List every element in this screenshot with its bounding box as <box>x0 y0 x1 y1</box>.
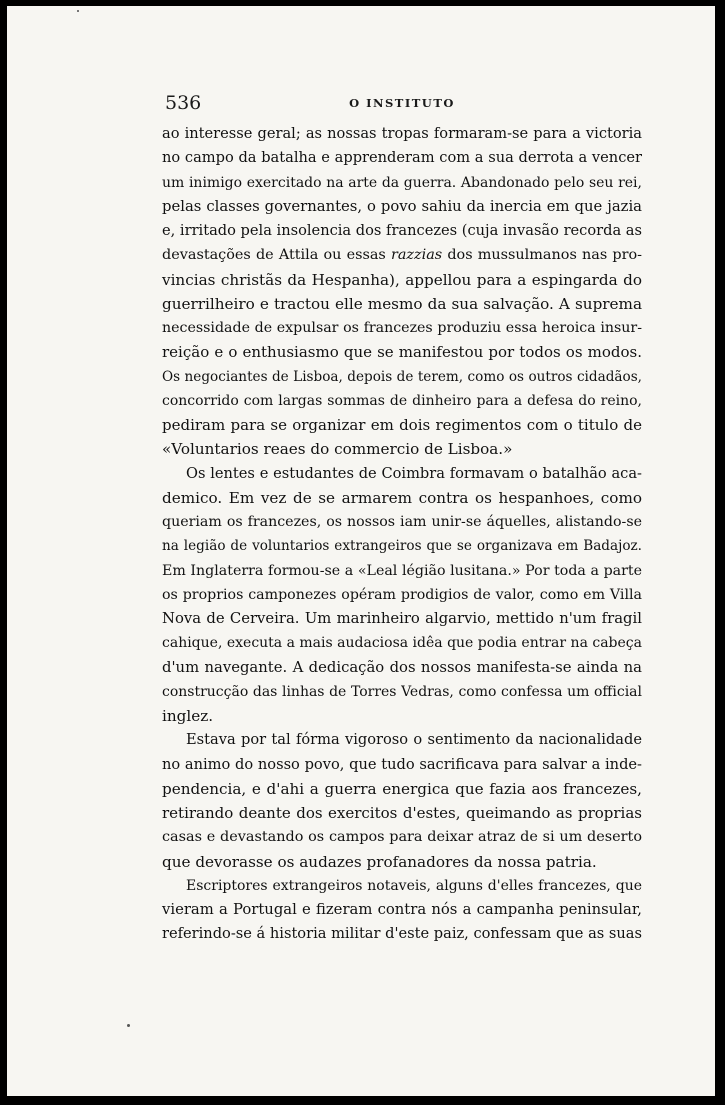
text-line: Nova de Cerveira. Um marinheiro algarvio, mettido n'um fragil <box>162 610 642 627</box>
text-line: queriam os francezes, os nossos iam unir-se áquelles, alistando-se <box>162 514 642 530</box>
text-line: construcção das linhas de Torres Vedras, como confessa um official <box>162 683 642 700</box>
text-line: casas e devastando os campos para deixar atraz de si um deserto <box>162 829 642 846</box>
text-line: Escriptores extrangeiros notaveis, alguns d'elles francezes, que <box>186 877 642 894</box>
text-line: no campo da batalha e apprenderam com a sua derrota a vencer <box>162 149 642 167</box>
text-line: retirando deante dos exercitos d'estes, queimando as proprias <box>162 804 642 822</box>
text-line: referindo-se á historia militar d'este paiz, confessam que as suas <box>162 925 642 943</box>
body-text <box>162 122 642 947</box>
text-line: necessidade de expulsar os francezes produziu essa heroica insur- <box>162 320 642 336</box>
text-line: Em Inglaterra formou-se a «Leal légião lusitana.» Por toda a parte <box>162 562 642 579</box>
text-line: guerrilheiro e tractou elle mesmo da sua salvação. A suprema <box>162 294 642 313</box>
text-line: na legião de voluntarios extrangeiros que se organizava em Badajoz. <box>162 538 642 555</box>
text-line: «Voluntarios reaes do commercio de Lisboa.» <box>162 440 513 459</box>
text-line: concorrido com largas sommas de dinheiro para a defesa do reino, <box>162 392 642 409</box>
text-line: pediram para se organizar em dois regimentos com o titulo de <box>162 416 642 434</box>
text-line: vincias christãs da Hespanha), appellou para a espingarda do <box>162 270 642 289</box>
page-number: 536 <box>165 92 202 114</box>
text-line: pelas classes governantes, o povo sahiu da inercia em que jazia <box>162 197 642 215</box>
text-line: vieram a Portugal e fizeram contra nós a campanha peninsular, <box>162 901 642 918</box>
text-line: pendencia, e d'ahi a guerra energica que fazia aos francezes, <box>162 779 642 798</box>
text-line: demico. Em vez de se armarem contra os hespanhoes, como <box>162 488 642 507</box>
text-line: cahique, executa a mais audaciosa idêa que podia entrar na cabeça <box>162 635 642 652</box>
text-line: Os lentes e estudantes de Coimbra formavam o batalhão aca- <box>186 464 642 482</box>
page-header <box>165 92 639 114</box>
text-line: reição e o enthusiasmo que se manifestou por todos os modos. <box>162 343 642 362</box>
text-line: que devorasse os audazes profanadores da nossa patria. <box>162 852 597 871</box>
text-line: um inimigo exercitado na arte da guerra. Abandonado pelo seu rei, <box>162 174 642 191</box>
text-line: d'um navegante. A dedicação dos nossos manifesta-se ainda na <box>162 658 642 676</box>
running-title: O INSTITUTO <box>349 96 455 110</box>
text-line: devastações de Attila ou essas razzias dos mussulmanos nas pro- <box>162 247 642 264</box>
text-line: os proprios camponezes opéram prodigios de valor, como em Villa <box>162 586 642 603</box>
scan-speck <box>77 10 79 12</box>
text-line: inglez. <box>162 707 214 725</box>
text-line: no animo do nosso povo, que tudo sacrificava para salvar a inde- <box>162 755 642 773</box>
text-line: ao interesse geral; as nossas tropas formaram-se para a victoria <box>162 125 642 142</box>
text-line: Os negociantes de Lisboa, depois de terem, como os outros cidadãos, <box>162 368 642 385</box>
italic-word: razzias <box>390 247 443 264</box>
text-line: Estava por tal fórma vigoroso o sentimento da nacionalidade <box>186 731 642 749</box>
book-page <box>7 6 715 1096</box>
text-line: e, irritado pela insolencia dos francezes (cuja invasão recorda as <box>162 222 642 239</box>
scan-dot <box>127 1024 130 1027</box>
